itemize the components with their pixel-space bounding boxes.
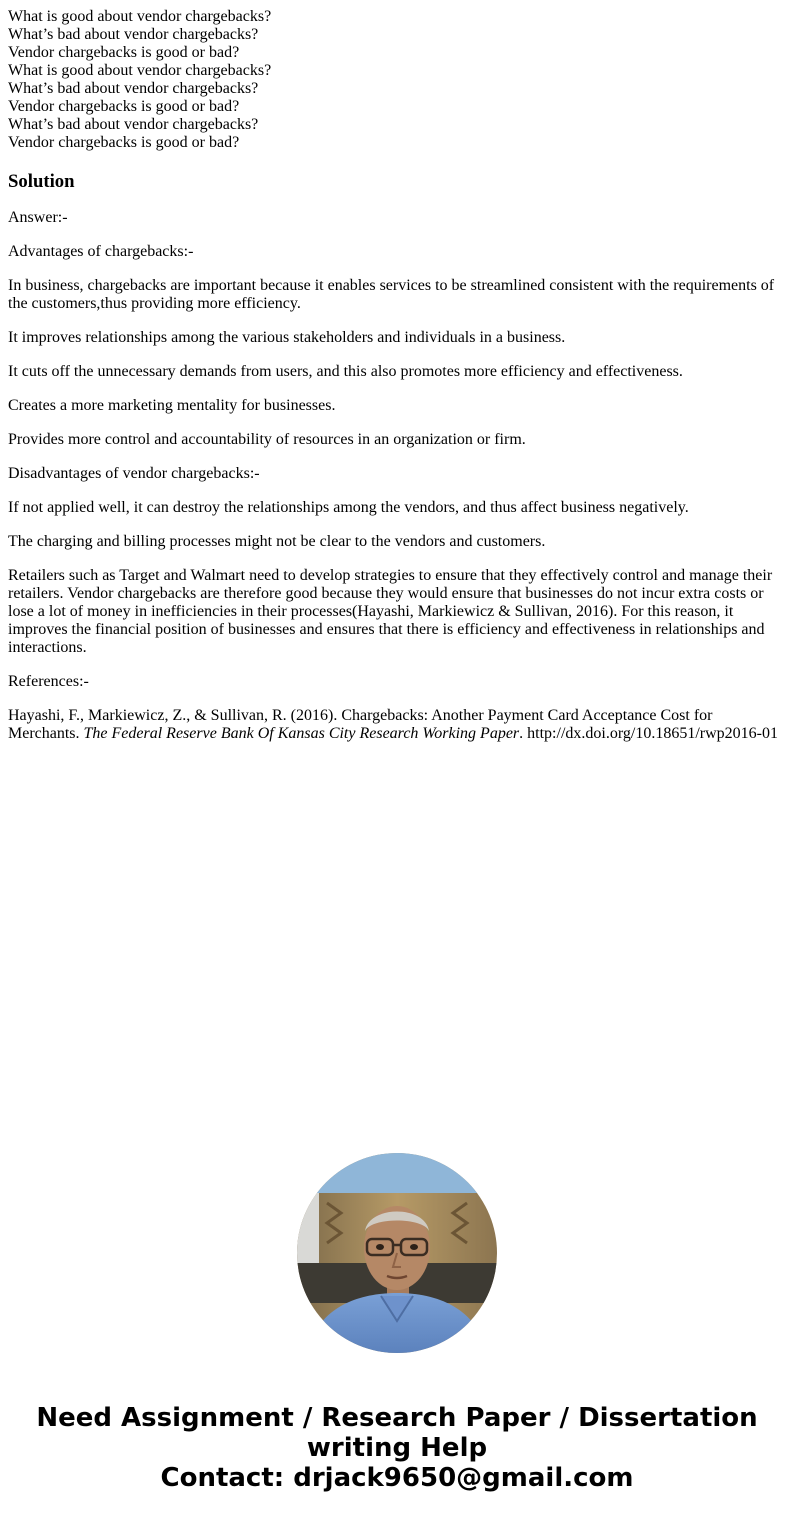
question-line: What is good about vendor chargebacks? [8,62,272,79]
question-list [8,8,786,152]
reference-entry [8,707,786,743]
question-line: What is good about vendor chargebacks? [8,8,272,25]
advantage-paragraph: In business, chargebacks are important because it enables services to be streamlined consistent with the requirements of the customers,thus providing more efficiency. [8,277,775,312]
question-line: What’s bad about vendor chargebacks? [8,116,259,133]
advantage-paragraph: It improves relationships among the various stakeholders and individuals in a business. [8,329,566,346]
conclusion-paragraph: Retailers such as Target and Walmart need to develop strategies to ensure that they effectively control and manage their retailers. Vendor chargebacks are therefore good because they would ensure that businesses do not incur extra costs or lose a lot of money in inefficiencies in their processes(Hayashi, Markiewicz & Sullivan, 2016). For this reason, it improves the financial position of businesses and ensures that there is efficiency and effectiveness in relationships and interactions. [8,567,773,656]
question-line: Vendor chargebacks is good or bad? [8,134,240,151]
promo-contact: Contact: drjack9650@gmail.com [160,1463,634,1493]
author-photo-image [297,1153,497,1353]
answer-label: Answer:- [8,209,68,226]
document-body [0,0,794,743]
promo-banner [0,1403,794,1493]
reference-journal: The Federal Reserve Bank Of Kansas City Research Working Paper [83,725,520,742]
question-line: What’s bad about vendor chargebacks? [8,26,259,43]
disadvantage-paragraph: The charging and billing processes might not be clear to the vendors and customers. [8,533,546,550]
promo-line: writing Help [306,1433,488,1463]
disadvantage-paragraph: If not applied well, it can destroy the relationships among the vendors, and thus affect business negatively. [8,499,689,516]
reference-authors: Hayashi, F., Markiewicz, Z., & Sullivan, R. (2016). Chargebacks: Another Payment Card Acceptance Cost for Merchants. [8,707,713,742]
advantage-paragraph: It cuts off the unnecessary demands from users, and this also promotes more efficiency and effectiveness. [8,363,683,380]
disadvantages-heading: Disadvantages of vendor chargebacks:- [8,465,260,482]
promo-line: Need Assignment / Research Paper / Dissertation [36,1403,758,1433]
reference-doi: . http://dx.doi.org/10.18651/rwp2016-01 [519,725,778,742]
advantage-paragraph: Creates a more marketing mentality for businesses. [8,397,336,414]
advantages-heading: Advantages of chargebacks:- [8,243,194,260]
solution-heading: Solution [8,171,75,192]
references-heading: References:- [8,673,89,690]
author-photo [297,1153,497,1353]
question-line: Vendor chargebacks is good or bad? [8,44,240,61]
question-line: What’s bad about vendor chargebacks? [8,80,259,97]
advantage-paragraph: Provides more control and accountability of resources in an organization or firm. [8,431,526,448]
question-line: Vendor chargebacks is good or bad? [8,98,240,115]
